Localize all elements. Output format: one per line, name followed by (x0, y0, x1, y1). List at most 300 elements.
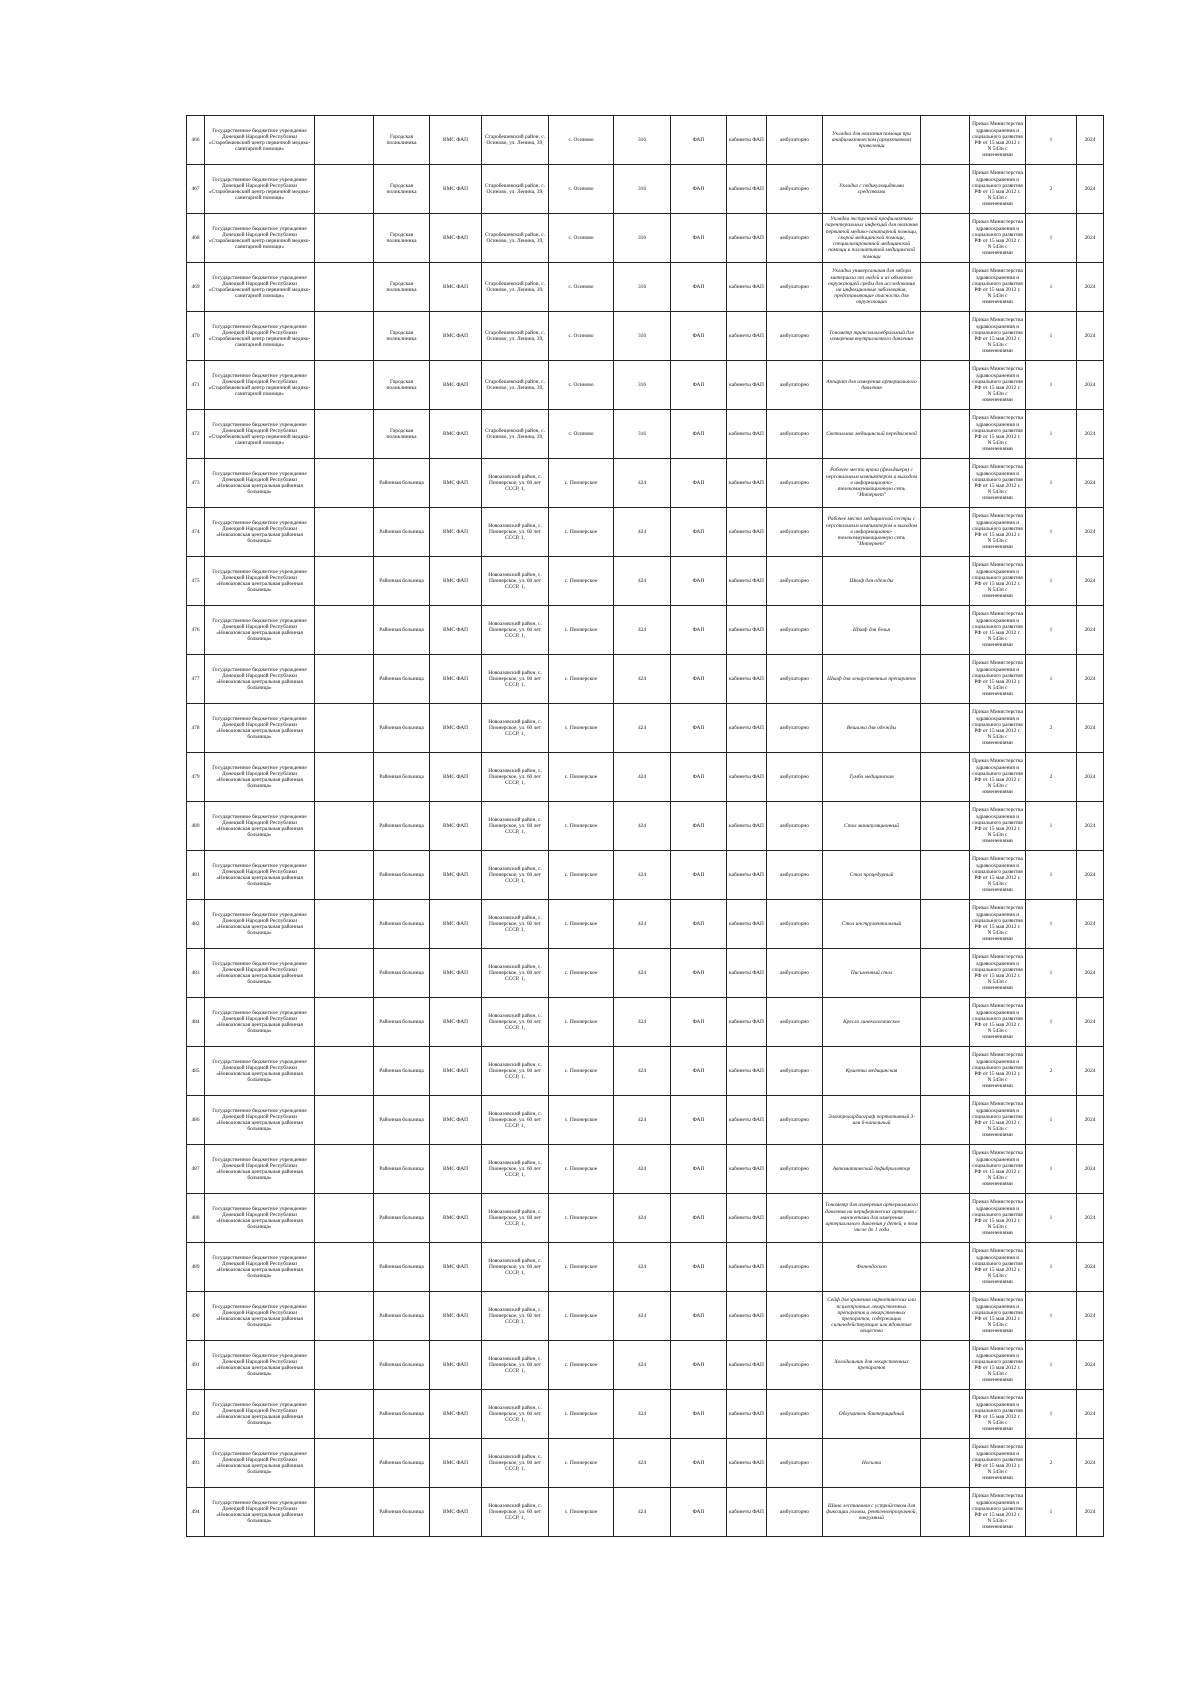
unit-cell: ВМС ФАП (430, 998, 482, 1047)
quantity-cell: 1 (1026, 312, 1077, 361)
care-type-cell: амбулаторно (767, 1047, 823, 1096)
fap-cell: ФАП (671, 655, 727, 704)
equipment-name-cell: Шкаф для одежды (823, 557, 921, 606)
address-cell: Новоазовский район, с. Пионерское, ул. 60 лет СССР, 1, (482, 1292, 549, 1341)
equipment-name-cell: Сейф для хранения наркотических или психотропных лекарственных препаратов и лекарственных препаратов, содержащих сильнодействующие или ядовитые вещества (823, 1292, 921, 1341)
empty-cell (921, 557, 970, 606)
unit-cell: ВМС ФАП (430, 802, 482, 851)
regulation-cell: Приказ Министерства здравоохранения и социального развития РФ от 15 мая 2012 г. N 543н с изменениями (970, 1194, 1026, 1243)
year-cell: 2024 (1077, 1292, 1104, 1341)
equipment-name-cell: Кушетка медицинская (823, 1047, 921, 1096)
row-number-cell: 469 (187, 263, 205, 312)
fap-cell: ФАП (671, 263, 727, 312)
year-cell: 2024 (1077, 998, 1104, 1047)
empty-cell (921, 214, 970, 263)
year-cell: 2024 (1077, 655, 1104, 704)
year-cell: 2024 (1077, 1145, 1104, 1194)
organization-cell: Государственное бюджетное учреждение Донецкой Народной Республики «Новоазовская центральная районная больница» (205, 1145, 315, 1194)
table-row (187, 1145, 1104, 1194)
room-cell: кабинеты ФАП (727, 998, 767, 1047)
empty-cell (921, 802, 970, 851)
settlement-cell: с. Пионерское (549, 508, 614, 557)
room-cell: кабинеты ФАП (727, 165, 767, 214)
address-cell: Старобешевский район, с. Осиново, ул. Ленина, 39, (482, 410, 549, 459)
organization-cell: Государственное бюджетное учреждение Донецкой Народной Республики «Новоазовская центральная районная больница» (205, 655, 315, 704)
table-row (187, 1390, 1104, 1439)
care-type-cell: амбулаторно (767, 214, 823, 263)
empty-cell (315, 851, 374, 900)
unit-cell: ВМС ФАП (430, 1047, 482, 1096)
address-cell: Новоазовский район, с. Пионерское, ул. 60 лет СССР, 1, (482, 1194, 549, 1243)
row-number-cell: 494 (187, 1488, 205, 1537)
settlement-cell: с. Пионерское (549, 802, 614, 851)
year-cell: 2024 (1077, 361, 1104, 410)
row-number-cell: 481 (187, 851, 205, 900)
regulation-cell: Приказ Министерства здравоохранения и социального развития РФ от 15 мая 2012 г. N 543н с изменениями (970, 802, 1026, 851)
code-cell: 424 (614, 900, 671, 949)
regulation-cell: Приказ Министерства здравоохранения и социального развития РФ от 15 мая 2012 г. N 543н с изменениями (970, 459, 1026, 508)
code-cell: 424 (614, 1096, 671, 1145)
row-number-cell: 475 (187, 557, 205, 606)
settlement-cell: с. Осиново (549, 410, 614, 459)
year-cell: 2024 (1077, 508, 1104, 557)
code-cell: 424 (614, 655, 671, 704)
quantity-cell: 1 (1026, 1145, 1077, 1194)
empty-cell (921, 753, 970, 802)
organization-cell: Государственное бюджетное учреждение Донецкой Народной Республики «Новоазовская центральная районная больница» (205, 1047, 315, 1096)
quantity-cell: 1 (1026, 1292, 1077, 1341)
room-cell: кабинеты ФАП (727, 655, 767, 704)
table-row (187, 998, 1104, 1047)
regulation-cell: Приказ Министерства здравоохранения и социального развития РФ от 15 мая 2012 г. N 543н с изменениями (970, 949, 1026, 998)
row-number-cell: 468 (187, 214, 205, 263)
settlement-cell: с. Пионерское (549, 1390, 614, 1439)
unit-cell: ВМС ФАП (430, 851, 482, 900)
unit-cell: ВМС ФАП (430, 704, 482, 753)
equipment-name-cell: Укладка экстренной профилактики парентеральных инфекций для оказания первичной медико-санитарной помощи, скорой медицинской помощи, специализированной медицинской помощи и паллиативной медицинской помощи (823, 214, 921, 263)
settlement-cell: с. Пионерское (549, 1096, 614, 1145)
care-type-cell: амбулаторно (767, 753, 823, 802)
fap-cell: ФАП (671, 410, 727, 459)
facility-type-cell: Районная больница (374, 949, 430, 998)
fap-cell: ФАП (671, 851, 727, 900)
row-number-cell: 489 (187, 1243, 205, 1292)
table-row (187, 459, 1104, 508)
room-cell: кабинеты ФАП (727, 1047, 767, 1096)
regulation-cell: Приказ Министерства здравоохранения и социального развития РФ от 15 мая 2012 г. N 543н с изменениями (970, 410, 1026, 459)
empty-cell (315, 1243, 374, 1292)
care-type-cell: амбулаторно (767, 557, 823, 606)
equipment-name-cell: Укладка универсальная для забора материала от людей и из объектов окружающей среды для исследования на инфекционные заболевания, представляющие опасность для окружающих (823, 263, 921, 312)
regulation-cell: Приказ Министерства здравоохранения и социального развития РФ от 15 мая 2012 г. N 543н с изменениями (970, 1341, 1026, 1390)
address-cell: Новоазовский район, с. Пионерское, ул. 60 лет СССР, 1, (482, 704, 549, 753)
empty-cell (315, 459, 374, 508)
empty-cell (315, 361, 374, 410)
room-cell: кабинеты ФАП (727, 557, 767, 606)
room-cell: кабинеты ФАП (727, 263, 767, 312)
row-number-cell: 479 (187, 753, 205, 802)
empty-cell (921, 998, 970, 1047)
equipment-name-cell: Кресло гинекологическое (823, 998, 921, 1047)
quantity-cell: 1 (1026, 851, 1077, 900)
equipment-name-cell: Тонометр транспальпебральный для измерения внутриглазного давления (823, 312, 921, 361)
year-cell: 2024 (1077, 1439, 1104, 1488)
regulation-cell: Приказ Министерства здравоохранения и социального развития РФ от 15 мая 2012 г. N 543н с изменениями (970, 900, 1026, 949)
code-cell: 424 (614, 753, 671, 802)
equipment-name-cell: Вешалка для одежды (823, 704, 921, 753)
table-row (187, 508, 1104, 557)
settlement-cell: с. Пионерское (549, 1292, 614, 1341)
fap-cell: ФАП (671, 1096, 727, 1145)
year-cell: 2024 (1077, 312, 1104, 361)
settlement-cell: с. Пионерское (549, 1488, 614, 1537)
row-number-cell: 493 (187, 1439, 205, 1488)
organization-cell: Государственное бюджетное учреждение Донецкой Народной Республики «Новоазовская центральная районная больница» (205, 606, 315, 655)
address-cell: Новоазовский район, с. Пионерское, ул. 60 лет СССР, 1, (482, 998, 549, 1047)
table-row (187, 557, 1104, 606)
care-type-cell: амбулаторно (767, 312, 823, 361)
room-cell: кабинеты ФАП (727, 1194, 767, 1243)
fap-cell: ФАП (671, 1145, 727, 1194)
empty-cell (921, 1488, 970, 1537)
quantity-cell: 1 (1026, 557, 1077, 606)
empty-cell (315, 704, 374, 753)
empty-cell (315, 1194, 374, 1243)
fap-cell: ФАП (671, 704, 727, 753)
address-cell: Новоазовский район, с. Пионерское, ул. 60 лет СССР, 1, (482, 1488, 549, 1537)
table-row (187, 1243, 1104, 1292)
unit-cell: ВМС ФАП (430, 1194, 482, 1243)
organization-cell: Государственное бюджетное учреждение Донецкой Народной Республики «Старобешевский центр первичной медико-санитарной помощи» (205, 312, 315, 361)
unit-cell: ВМС ФАП (430, 1341, 482, 1390)
room-cell: кабинеты ФАП (727, 704, 767, 753)
empty-cell (921, 1390, 970, 1439)
empty-cell (315, 1341, 374, 1390)
empty-cell (921, 1194, 970, 1243)
facility-type-cell: Районная больница (374, 1194, 430, 1243)
regulation-cell: Приказ Министерства здравоохранения и социального развития РФ от 15 мая 2012 г. N 543н с изменениями (970, 704, 1026, 753)
quantity-cell: 1 (1026, 410, 1077, 459)
organization-cell: Государственное бюджетное учреждение Донецкой Народной Республики «Старобешевский центр первичной медико-санитарной помощи» (205, 214, 315, 263)
address-cell: Старобешевский район, с. Осиново, ул. Ленина, 39, (482, 263, 549, 312)
regulation-cell: Приказ Министерства здравоохранения и социального развития РФ от 15 мая 2012 г. N 543н с изменениями (970, 263, 1026, 312)
quantity-cell: 1 (1026, 263, 1077, 312)
row-number-cell: 471 (187, 361, 205, 410)
fap-cell: ФАП (671, 802, 727, 851)
care-type-cell: амбулаторно (767, 165, 823, 214)
address-cell: Новоазовский район, с. Пионерское, ул. 60 лет СССР, 1, (482, 1047, 549, 1096)
year-cell: 2024 (1077, 900, 1104, 949)
room-cell: кабинеты ФАП (727, 949, 767, 998)
unit-cell: ВМС ФАП (430, 557, 482, 606)
settlement-cell: с. Осиново (549, 263, 614, 312)
address-cell: Новоазовский район, с. Пионерское, ул. 60 лет СССР, 1, (482, 851, 549, 900)
care-type-cell: амбулаторно (767, 1292, 823, 1341)
row-number-cell: 470 (187, 312, 205, 361)
facility-type-cell: Городская поликлиника (374, 165, 430, 214)
table-row (187, 214, 1104, 263)
empty-cell (315, 1145, 374, 1194)
regulation-cell: Приказ Министерства здравоохранения и социального развития РФ от 15 мая 2012 г. N 543н с изменениями (970, 753, 1026, 802)
organization-cell: Государственное бюджетное учреждение Донецкой Народной Республики «Новоазовская центральная районная больница» (205, 900, 315, 949)
quantity-cell: 1 (1026, 1096, 1077, 1145)
code-cell: 316 (614, 361, 671, 410)
quantity-cell: 2 (1026, 753, 1077, 802)
table-row (187, 263, 1104, 312)
code-cell: 424 (614, 704, 671, 753)
row-number-cell: 490 (187, 1292, 205, 1341)
address-cell: Новоазовский район, с. Пионерское, ул. 60 лет СССР, 1, (482, 1243, 549, 1292)
organization-cell: Государственное бюджетное учреждение Донецкой Народной Республики «Новоазовская центральная районная больница» (205, 1194, 315, 1243)
organization-cell: Государственное бюджетное учреждение Донецкой Народной Республики «Новоазовская центральная районная больница» (205, 802, 315, 851)
address-cell: Новоазовский район, с. Пионерское, ул. 60 лет СССР, 1, (482, 1390, 549, 1439)
quantity-cell: 1 (1026, 1194, 1077, 1243)
empty-cell (921, 606, 970, 655)
row-number-cell: 488 (187, 1194, 205, 1243)
facility-type-cell: Районная больница (374, 1243, 430, 1292)
row-number-cell: 467 (187, 165, 205, 214)
code-cell: 424 (614, 949, 671, 998)
code-cell: 424 (614, 802, 671, 851)
unit-cell: ВМС ФАП (430, 655, 482, 704)
empty-cell (315, 900, 374, 949)
room-cell: кабинеты ФАП (727, 1145, 767, 1194)
quantity-cell: 1 (1026, 1488, 1077, 1537)
year-cell: 2024 (1077, 1488, 1104, 1537)
care-type-cell: амбулаторно (767, 802, 823, 851)
care-type-cell: амбулаторно (767, 655, 823, 704)
quantity-cell: 1 (1026, 606, 1077, 655)
unit-cell: ВМС ФАП (430, 1439, 482, 1488)
empty-cell (315, 655, 374, 704)
settlement-cell: с. Пионерское (549, 998, 614, 1047)
settlement-cell: с. Пионерское (549, 1243, 614, 1292)
empty-cell (921, 1341, 970, 1390)
room-cell: кабинеты ФАП (727, 361, 767, 410)
fap-cell: ФАП (671, 214, 727, 263)
code-cell: 424 (614, 459, 671, 508)
fap-cell: ФАП (671, 459, 727, 508)
regulation-cell: Приказ Министерства здравоохранения и социального развития РФ от 15 мая 2012 г. N 543н с изменениями (970, 1390, 1026, 1439)
code-cell: 316 (614, 263, 671, 312)
row-number-cell: 478 (187, 704, 205, 753)
room-cell: кабинеты ФАП (727, 214, 767, 263)
row-number-cell: 476 (187, 606, 205, 655)
settlement-cell: с. Пионерское (549, 949, 614, 998)
regulation-cell: Приказ Министерства здравоохранения и социального развития РФ от 15 мая 2012 г. N 543н с изменениями (970, 851, 1026, 900)
empty-cell (921, 851, 970, 900)
quantity-cell: 1 (1026, 998, 1077, 1047)
year-cell: 2024 (1077, 851, 1104, 900)
care-type-cell: амбулаторно (767, 1390, 823, 1439)
regulation-cell: Приказ Министерства здравоохранения и социального развития РФ от 15 мая 2012 г. N 543н с изменениями (970, 1488, 1026, 1537)
facility-type-cell: Районная больница (374, 1292, 430, 1341)
fap-cell: ФАП (671, 1243, 727, 1292)
equipment-name-cell: Рабочее место медицинской сестры с персональным компьютером и выходом в информационно-телекоммуникационную сеть "Интернет" (823, 508, 921, 557)
room-cell: кабинеты ФАП (727, 1439, 767, 1488)
unit-cell: ВМС ФАП (430, 1390, 482, 1439)
year-cell: 2024 (1077, 1096, 1104, 1145)
facility-type-cell: Городская поликлиника (374, 116, 430, 165)
quantity-cell: 1 (1026, 361, 1077, 410)
address-cell: Новоазовский район, с. Пионерское, ул. 60 лет СССР, 1, (482, 655, 549, 704)
facility-type-cell: Районная больница (374, 1488, 430, 1537)
code-cell: 424 (614, 1439, 671, 1488)
address-cell: Старобешевский район, с. Осиново, ул. Ленина, 39, (482, 361, 549, 410)
empty-cell (315, 1488, 374, 1537)
empty-cell (921, 459, 970, 508)
code-cell: 316 (614, 410, 671, 459)
regulation-cell: Приказ Министерства здравоохранения и социального развития РФ от 15 мая 2012 г. N 543н с изменениями (970, 655, 1026, 704)
organization-cell: Государственное бюджетное учреждение Донецкой Народной Республики «Новоазовская центральная районная больница» (205, 1488, 315, 1537)
empty-cell (921, 508, 970, 557)
room-cell: кабинеты ФАП (727, 1341, 767, 1390)
fap-cell: ФАП (671, 361, 727, 410)
room-cell: кабинеты ФАП (727, 508, 767, 557)
fap-cell: ФАП (671, 508, 727, 557)
empty-cell (921, 116, 970, 165)
table-row (187, 312, 1104, 361)
settlement-cell: с. Пионерское (549, 704, 614, 753)
empty-cell (315, 312, 374, 361)
fap-cell: ФАП (671, 606, 727, 655)
table-row (187, 704, 1104, 753)
year-cell: 2024 (1077, 557, 1104, 606)
fap-cell: ФАП (671, 116, 727, 165)
year-cell: 2024 (1077, 116, 1104, 165)
empty-cell (921, 1145, 970, 1194)
fap-cell: ФАП (671, 312, 727, 361)
organization-cell: Государственное бюджетное учреждение Донецкой Народной Республики «Новоазовская центральная районная больница» (205, 1243, 315, 1292)
unit-cell: ВМС ФАП (430, 949, 482, 998)
year-cell: 2024 (1077, 1047, 1104, 1096)
table-row (187, 1341, 1104, 1390)
unit-cell: ВМС ФАП (430, 606, 482, 655)
organization-cell: Государственное бюджетное учреждение Донецкой Народной Республики «Новоазовская центральная районная больница» (205, 1292, 315, 1341)
unit-cell: ВМС ФАП (430, 312, 482, 361)
year-cell: 2024 (1077, 1390, 1104, 1439)
empty-cell (315, 263, 374, 312)
care-type-cell: амбулаторно (767, 1488, 823, 1537)
organization-cell: Государственное бюджетное учреждение Донецкой Народной Республики «Новоазовская центральная районная больница» (205, 1096, 315, 1145)
room-cell: кабинеты ФАП (727, 1243, 767, 1292)
fap-cell: ФАП (671, 1439, 727, 1488)
organization-cell: Государственное бюджетное учреждение Донецкой Народной Республики «Новоазовская центральная районная больница» (205, 1439, 315, 1488)
address-cell: Старобешевский район, с. Осиново, ул. Ленина, 39, (482, 165, 549, 214)
facility-type-cell: Районная больница (374, 802, 430, 851)
equipment-name-cell: Автоматический дефибриллятор (823, 1145, 921, 1194)
facility-type-cell: Городская поликлиника (374, 263, 430, 312)
facility-type-cell: Районная больница (374, 655, 430, 704)
address-cell: Старобешевский район, с. Осиново, ул. Ленина, 39, (482, 116, 549, 165)
row-number-cell: 482 (187, 900, 205, 949)
settlement-cell: с. Пионерское (549, 1145, 614, 1194)
row-number-cell: 477 (187, 655, 205, 704)
settlement-cell: с. Осиново (549, 214, 614, 263)
empty-cell (921, 312, 970, 361)
care-type-cell: амбулаторно (767, 1096, 823, 1145)
empty-cell (315, 1096, 374, 1145)
unit-cell: ВМС ФАП (430, 1488, 482, 1537)
empty-cell (315, 1292, 374, 1341)
unit-cell: ВМС ФАП (430, 410, 482, 459)
equipment-name-cell: Стол процедурный (823, 851, 921, 900)
regulation-cell: Приказ Министерства здравоохранения и социального развития РФ от 15 мая 2012 г. N 543н с изменениями (970, 557, 1026, 606)
unit-cell: ВМС ФАП (430, 1096, 482, 1145)
table-row (187, 802, 1104, 851)
settlement-cell: с. Пионерское (549, 851, 614, 900)
code-cell: 424 (614, 508, 671, 557)
table-row (187, 116, 1104, 165)
regulation-cell: Приказ Министерства здравоохранения и социального развития РФ от 15 мая 2012 г. N 543н с изменениями (970, 998, 1026, 1047)
regulation-cell: Приказ Министерства здравоохранения и социального развития РФ от 15 мая 2012 г. N 543н с изменениями (970, 606, 1026, 655)
facility-type-cell: Районная больница (374, 998, 430, 1047)
quantity-cell: 1 (1026, 1341, 1077, 1390)
room-cell: кабинеты ФАП (727, 1292, 767, 1341)
care-type-cell: амбулаторно (767, 606, 823, 655)
table-row (187, 655, 1104, 704)
settlement-cell: с. Пионерское (549, 459, 614, 508)
equipment-name-cell: Рабочее место врача (фельдшера) с персональным компьютером и выходом в информационно-телекоммуникационную сеть "Интернет" (823, 459, 921, 508)
fap-cell: ФАП (671, 557, 727, 606)
table-row (187, 851, 1104, 900)
empty-cell (315, 410, 374, 459)
row-number-cell: 484 (187, 998, 205, 1047)
room-cell: кабинеты ФАП (727, 410, 767, 459)
empty-cell (315, 1047, 374, 1096)
care-type-cell: амбулаторно (767, 1194, 823, 1243)
care-type-cell: амбулаторно (767, 410, 823, 459)
year-cell: 2024 (1077, 753, 1104, 802)
equipment-name-cell: Шкаф для лекарственных препаратов (823, 655, 921, 704)
settlement-cell: с. Осиново (549, 116, 614, 165)
code-cell: 424 (614, 1390, 671, 1439)
table-row (187, 1047, 1104, 1096)
care-type-cell: амбулаторно (767, 704, 823, 753)
code-cell: 424 (614, 606, 671, 655)
quantity-cell: 2 (1026, 165, 1077, 214)
empty-cell (315, 606, 374, 655)
equipment-name-cell: Светильник медицинский передвижной (823, 410, 921, 459)
equipment-name-cell: Тонометр для измерения артериального давления на периферических артериях с манжетами для измерения артериального давления у детей, в том числе до 1 года (823, 1194, 921, 1243)
table-row (187, 1096, 1104, 1145)
empty-cell (315, 1390, 374, 1439)
row-number-cell: 472 (187, 410, 205, 459)
code-cell: 424 (614, 1243, 671, 1292)
fap-cell: ФАП (671, 998, 727, 1047)
table-body (187, 116, 1104, 1537)
regulation-cell: Приказ Министерства здравоохранения и социального развития РФ от 15 мая 2012 г. N 543н с изменениями (970, 1096, 1026, 1145)
unit-cell: ВМС ФАП (430, 1145, 482, 1194)
empty-cell (921, 361, 970, 410)
facility-type-cell: Районная больница (374, 606, 430, 655)
fap-cell: ФАП (671, 753, 727, 802)
organization-cell: Государственное бюджетное учреждение Донецкой Народной Республики «Новоазовская центральная районная больница» (205, 1390, 315, 1439)
fap-cell: ФАП (671, 900, 727, 949)
regulation-cell: Приказ Министерства здравоохранения и социального развития РФ от 15 мая 2012 г. N 543н с изменениями (970, 116, 1026, 165)
equipment-name-cell: Укладка для оказания помощи при анафилактическом (ареактивном) проявлении (823, 116, 921, 165)
unit-cell: ВМС ФАП (430, 165, 482, 214)
equipment-name-cell: Шина лестничная с устройством для фиксации головы, рентгенопрозрачной, вакуумный (823, 1488, 921, 1537)
fap-cell: ФАП (671, 1047, 727, 1096)
empty-cell (921, 949, 970, 998)
row-number-cell: 473 (187, 459, 205, 508)
regulation-cell: Приказ Министерства здравоохранения и социального развития РФ от 15 мая 2012 г. N 543н с изменениями (970, 1047, 1026, 1096)
empty-cell (921, 1439, 970, 1488)
empty-cell (921, 1096, 970, 1145)
empty-cell (315, 949, 374, 998)
care-type-cell: амбулаторно (767, 851, 823, 900)
